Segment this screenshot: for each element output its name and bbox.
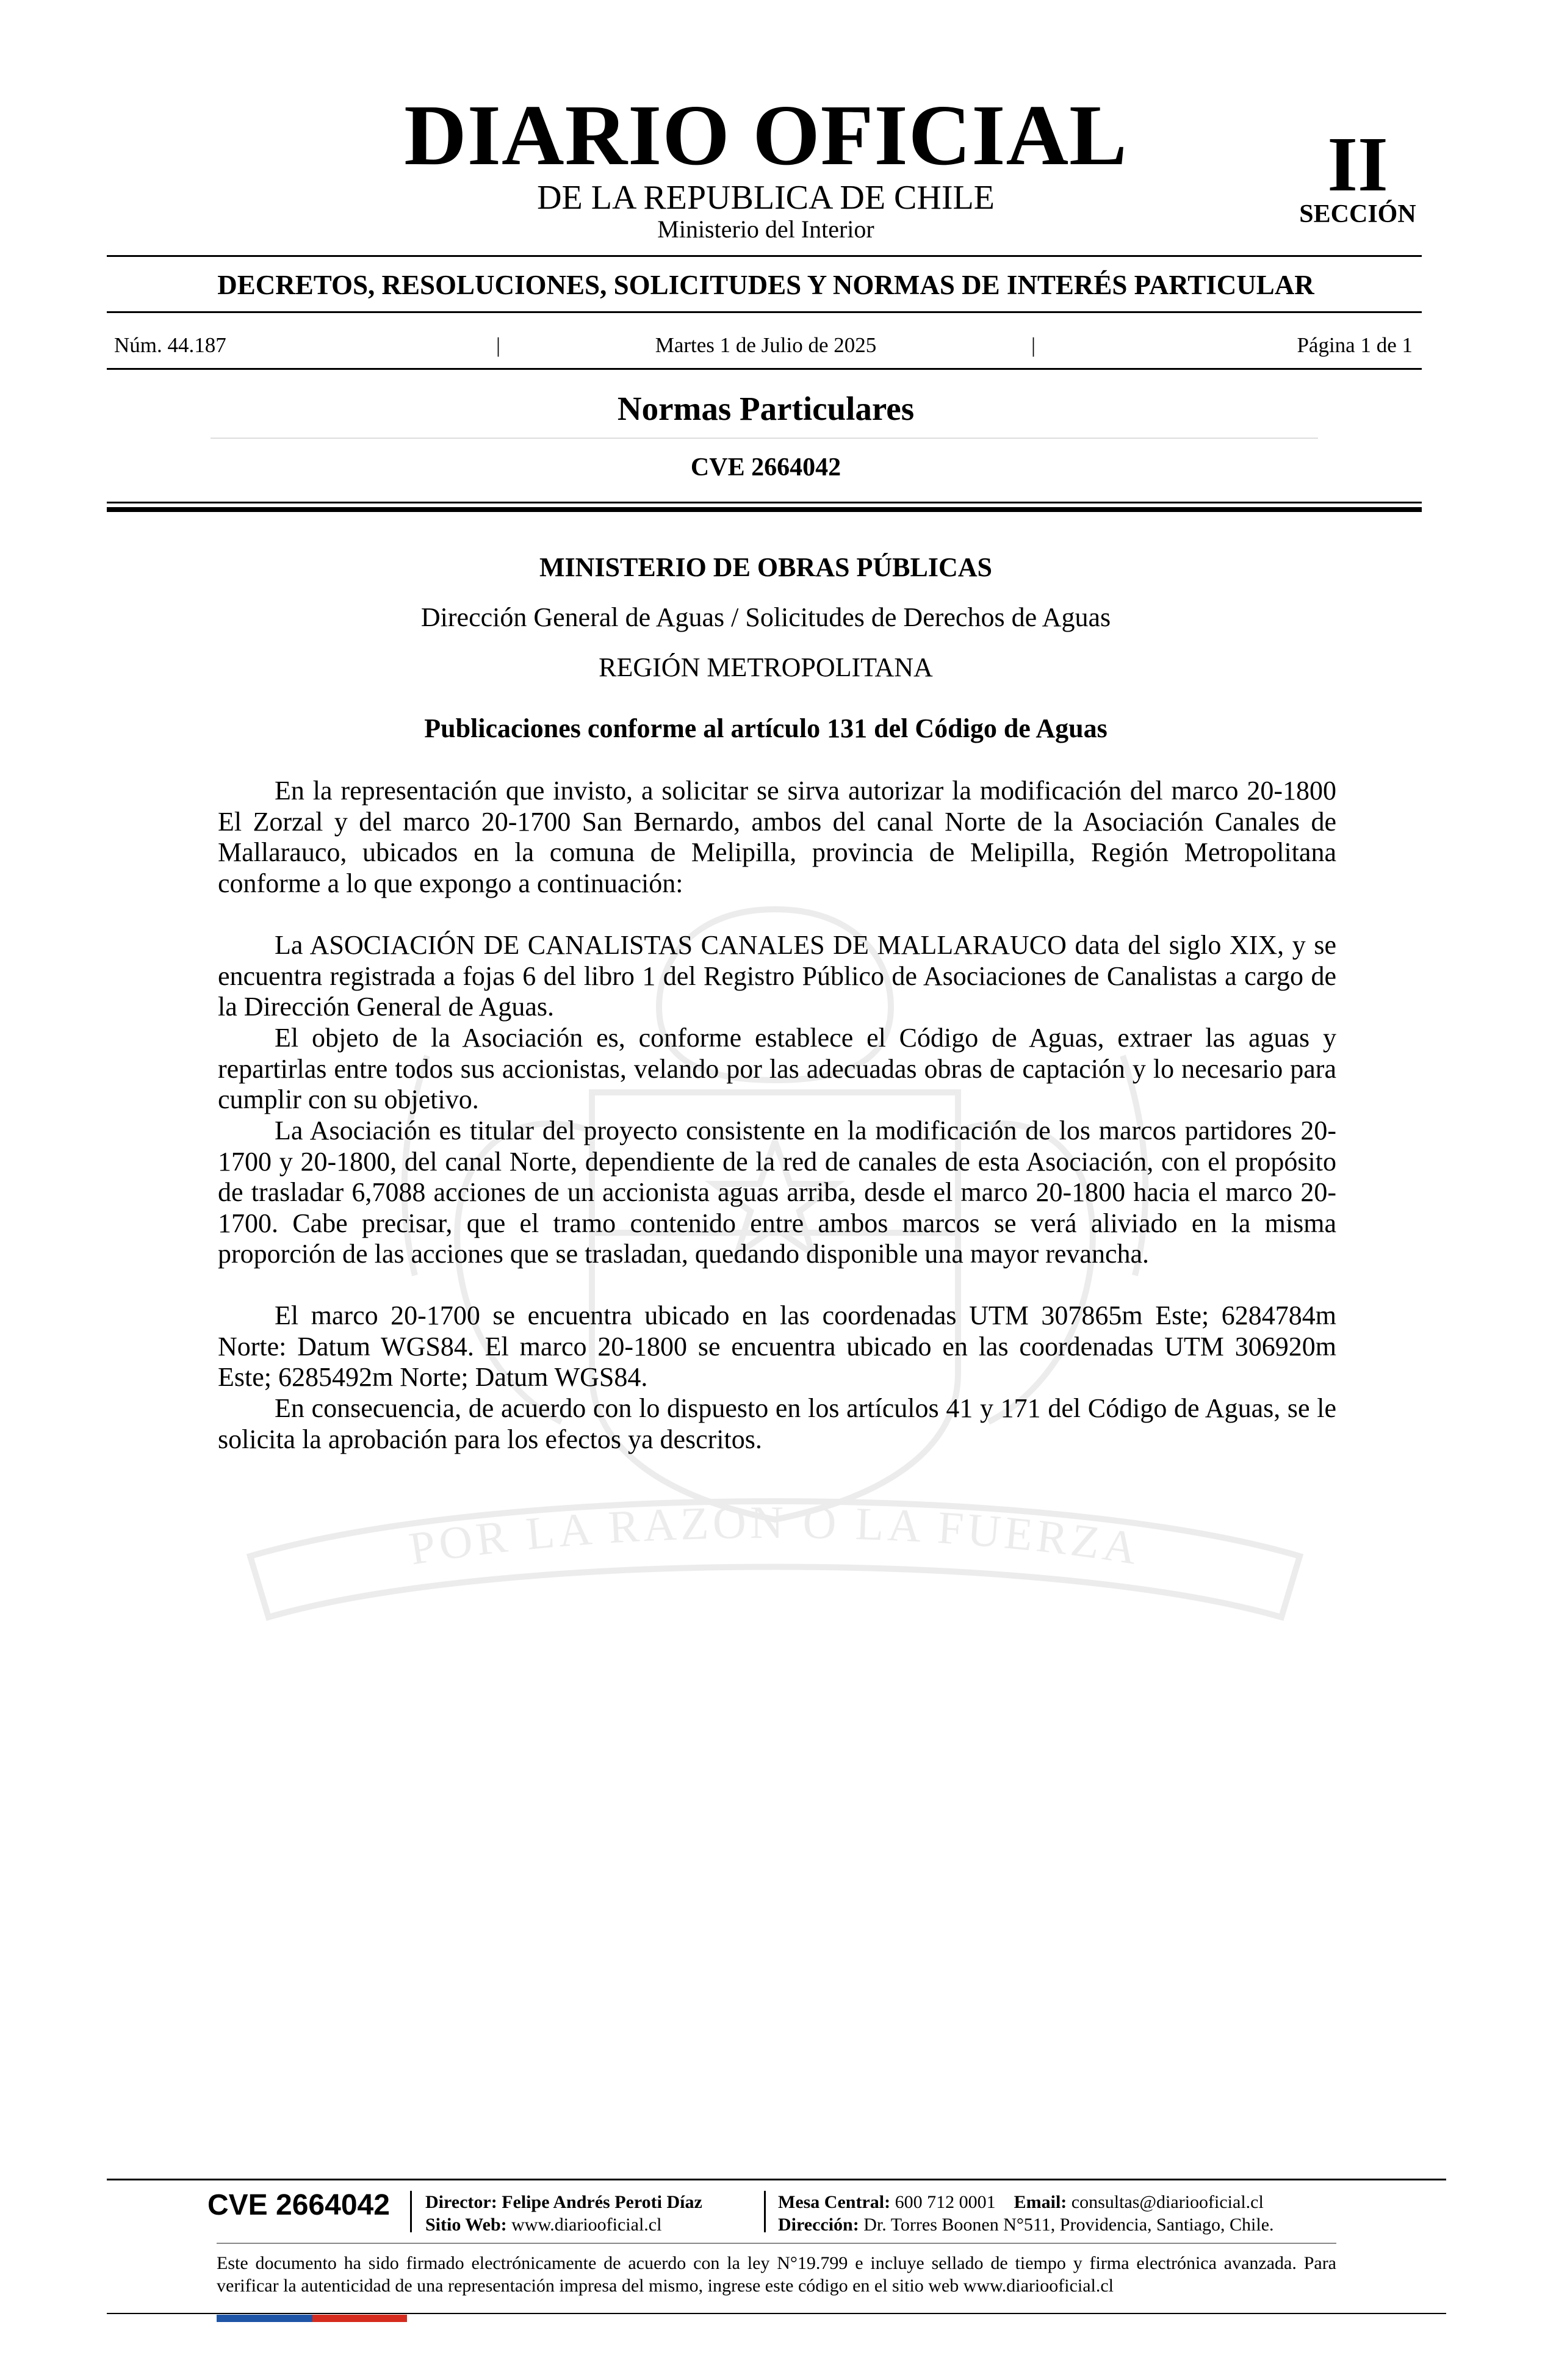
- issue-date: Martes 1 de Julio de 2025: [655, 333, 877, 357]
- director-label: Director:: [425, 2192, 497, 2212]
- newspaper-title: DIARIO OFICIAL: [404, 87, 1128, 183]
- double-rule-top: [107, 502, 1422, 503]
- footer-director-block: [425, 2191, 702, 2236]
- director-name: Felipe Andrés Peroti Díaz: [502, 2192, 702, 2212]
- email-link[interactable]: consultas@diariooficial.cl: [1071, 2192, 1264, 2212]
- body-paragraph: El marco 20-1700 se encuentra ubicado en las coordenadas UTM 307865m Este; 6284784m Norte: Datum WGS84. El marco 20-1800 se encuentra ubicado en las coordenadas UTM 306920m Este; 6285492m Norte; Datum WGS84.: [218, 1300, 1336, 1393]
- footer-inner-rule: [217, 2243, 1336, 2244]
- website-link[interactable]: www.diariooficial.cl: [511, 2215, 662, 2235]
- body-paragraph: En consecuencia, de acuerdo con lo dispuesto en los artículos 41 y 171 del Código de Aguas, se le solicita la aprobación para los efectos ya descritos.: [218, 1393, 1336, 1454]
- address-label: Dirección:: [778, 2215, 859, 2235]
- flag-stripe-red: [312, 2315, 407, 2322]
- document-directorate: Dirección General de Aguas / Solicitudes de Derechos de Aguas: [420, 602, 1111, 632]
- footer-contact-block: [778, 2191, 1274, 2236]
- footer-cve: CVE 2664042: [207, 2189, 390, 2221]
- band-rule: [107, 311, 1422, 313]
- meta-separator: |: [1031, 333, 1036, 357]
- flag-stripe-blue: [217, 2315, 312, 2322]
- section-number: II: [1327, 121, 1388, 207]
- footer-separator: [410, 2191, 412, 2232]
- body-paragraph: La Asociación es titular del proyecto consistente en la modificación de los marcos partidores 20-1700 y 20-1800, del canal Norte, dependiente de la red de canales de esta Asociación, con el propósito de trasladar 6,7088 acciones de un accionista aguas arriba, desde el marco 20-1800 hacia el marco 20-1700. Cabe precisar, que el tramo contenido entre ambos marcos se verá aliviado en la misma proporción de las acciones que se trasladan, quedando disponible una mayor revancha.: [218, 1116, 1336, 1269]
- band-title: DECRETOS, RESOLUCIONES, SOLICITUDES Y NORMAS DE INTERÉS PARTICULAR: [217, 270, 1314, 300]
- watermark-motto: POR LA RAZON O LA FUERZA: [405, 1496, 1144, 1575]
- phone-number: 600 712 0001: [895, 2192, 996, 2212]
- page-count: Página 1 de 1: [1297, 333, 1413, 357]
- footer-rule: [107, 2179, 1446, 2180]
- section-heading: Normas Particulares: [617, 390, 915, 427]
- meta-separator: |: [496, 333, 501, 357]
- meta-rule: [107, 368, 1422, 370]
- document-region: REGIÓN METROPOLITANA: [599, 652, 933, 682]
- issue-number: Núm. 44.187: [114, 333, 226, 357]
- email-label: Email:: [1014, 2192, 1067, 2212]
- footer-separator: [764, 2191, 766, 2232]
- ministry-line: Ministerio del Interior: [657, 215, 874, 243]
- section-label: SECCIÓN: [1299, 200, 1416, 228]
- body-paragraph: En la representación que invisto, a solicitar se sirva autorizar la modificación del marco 20-1800 El Zorzal y del marco 20-1700 San Bernardo, ambos del canal Norte de la Asociación Canales de Mallarauco, ubicados en la comuna de Melipilla, provincia de Melipilla, Región Metropolitana conforme a lo que expongo a continuación:: [218, 776, 1336, 898]
- double-rule-bottom: [107, 507, 1422, 512]
- top-rule: [107, 255, 1422, 257]
- address-text: Dr. Torres Boonen N°511, Providencia, Santiago, Chile.: [863, 2215, 1274, 2235]
- svg-text:POR LA RAZON O LA FUERZA: [406, 1497, 1144, 1575]
- footer-legal-notice: Este documento ha sido firmado electrónicamente de acuerdo con la ley N°19.799 e incluye sellado de tiempo y firma electrónica avanzada. Para verificar la autenticidad de una representación impresa del mismo, ingrese este código en el sitio web www.diariooficial.cl: [217, 2253, 1336, 2296]
- body-paragraph: El objeto de la Asociación es, conforme establece el Código de Aguas, extraer las aguas y repartirlas entre todos sus accionistas, velando por las adecuadas obras de captación y lo necesario para cumplir con su objetivo.: [218, 1023, 1336, 1115]
- document-ministry: MINISTERIO DE OBRAS PÚBLICAS: [539, 552, 993, 582]
- body-paragraph: La ASOCIACIÓN DE CANALISTAS CANALES DE MALLARAUCO data del siglo XIX, y se encuentra registrada a fojas 6 del libro 1 del Registro Público de Asociaciones de Canalistas a cargo de la Dirección General de Aguas.: [218, 930, 1336, 1022]
- newspaper-subtitle: DE LA REPUBLICA DE CHILE: [537, 179, 995, 217]
- cve-heading: CVE 2664042: [690, 453, 841, 481]
- footer-bottom-rule: [107, 2313, 1446, 2314]
- heading-divider: [211, 438, 1318, 439]
- publication-title: Publicaciones conforme al artículo 131 del Código de Aguas: [424, 713, 1108, 743]
- website-label: Sitio Web:: [425, 2215, 507, 2235]
- phone-label: Mesa Central:: [778, 2192, 891, 2212]
